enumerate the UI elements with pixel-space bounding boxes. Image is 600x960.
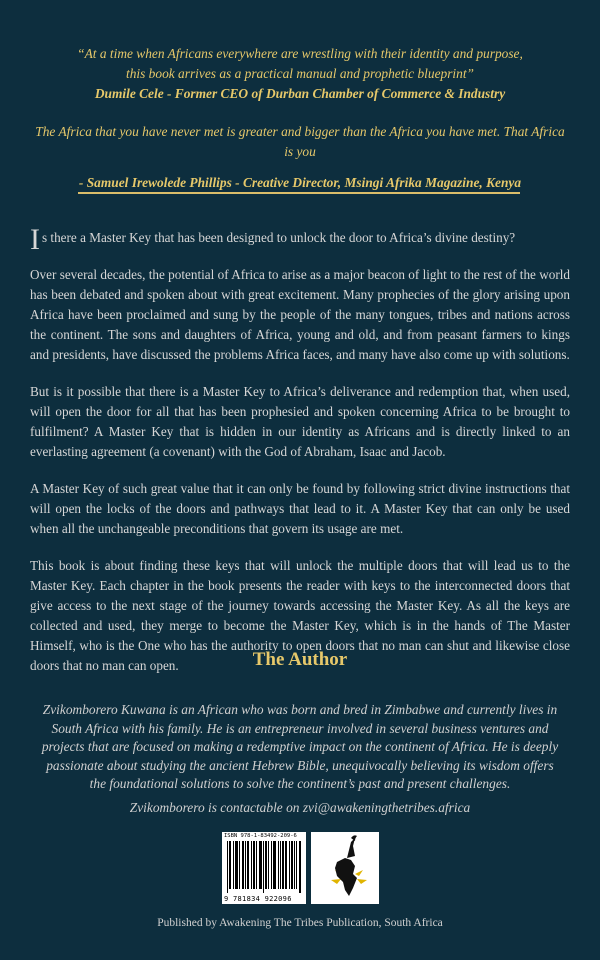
barcode-bar	[247, 841, 248, 889]
blurb-paragraph-4: A Master Key of such great value that it can only be found by following strict divine instructions that will open the locks of the doors and pathways that lead to it. A Master Key that can only be used when all the unchangeable preconditions that govern its usage are met.	[30, 481, 570, 536]
barcode-bar	[286, 841, 287, 889]
barcode-bar	[237, 841, 238, 889]
barcode-bar	[273, 841, 274, 889]
barcode-bar	[242, 841, 243, 889]
endorsement-2	[30, 122, 570, 193]
barcode-bar	[253, 841, 254, 889]
barcode-bar	[251, 841, 252, 889]
barcode-bar	[291, 841, 292, 889]
publisher-logo	[311, 832, 379, 904]
barcode-bar	[265, 841, 266, 889]
blurb-paragraph-1	[30, 223, 570, 256]
isbn-digits: 9 781834 922096	[224, 895, 292, 903]
barcode-bar	[285, 841, 286, 889]
barcode-bar	[292, 841, 293, 889]
endorsement-1	[30, 44, 570, 104]
barcode-bar	[259, 841, 260, 889]
barcode-bar	[230, 841, 231, 889]
barcode-bar	[260, 841, 261, 889]
blurb-paragraph-5: This book is about finding these keys that will unlock the multiple doors that will lead us to the Master Key. Each chapter in the book presents the reader with keys to the interconnected doors that give access to the next stage of the journey towards accessing the Master Key. As all the keys are collected and used, they merge to become the Master Key, which is in the hands of The Master Himself, who is the One who has the authority to open doors that no man can shut and likewise close doors that no man can open.	[30, 558, 570, 673]
barcode-bar	[245, 841, 246, 889]
barcode-bar	[300, 841, 301, 893]
barcode-bar	[261, 841, 262, 889]
barcode-bar	[263, 841, 264, 893]
barcode-bar	[227, 841, 228, 893]
barcode-bar	[248, 841, 249, 889]
divider-rule	[78, 192, 520, 194]
barcode-bar	[296, 841, 297, 889]
barcode-bar	[278, 841, 279, 889]
dropcap: I	[30, 223, 40, 256]
publisher-line: Published by Awakening The Tribes Publication, South Africa	[157, 917, 443, 929]
blurb-paragraph-3: But is it possible that there is a Master Key to Africa’s deliverance and redemption that, when used, will open the door for all that has been prophesied and spoken concerning Africa to be brought to fulfilment? A Master Key that is hidden in our identity as Africans and is directly linked to an everlasting agreement (a covenant) with the God of Abraham, Isaac and Jacob.	[30, 384, 570, 459]
endorsement-2-attribution: - Samuel Irewolede Phillips - Creative Director, Msingi Afrika Magazine, Kenya	[78, 175, 522, 190]
barcode-bar	[229, 841, 230, 889]
barcode-bar	[289, 841, 290, 889]
barcode-bar	[254, 841, 255, 889]
barcode-bar	[233, 841, 234, 889]
barcode-bar	[239, 841, 240, 889]
isbn-label: ISBN 978-1-83492-209-6	[224, 833, 297, 839]
barcode-bar	[275, 841, 276, 889]
barcode-bar	[283, 841, 284, 889]
africa-torch-logo-icon	[311, 832, 379, 904]
barcode-bar	[280, 841, 281, 889]
blurb-paragraph-2: Over several decades, the potential of Africa to arise as a major beacon of light to the rest of the world has been debated and spoken about with great excitement. Many prophecies of the glory arising upon Africa have been proclaimed and sung by the people of the many tongues, tribes and nations across the continent. The sons and daughters of Africa, young and old, and from peasant farmers to kings and presidents, have discussed the problems Africa faces, and many have also come up with solutions.	[30, 267, 570, 362]
barcode-bar	[271, 841, 272, 889]
barcode-bar	[243, 841, 244, 889]
barcode-bar	[268, 841, 269, 889]
endorsement-1-attribution: Dumile Cele - Former CEO of Durban Chamber of Commerce & Industry	[94, 86, 506, 101]
barcode-bar	[256, 841, 257, 889]
barcode-bar	[282, 841, 283, 889]
endorsement-1-quote-line2: this book arrives as a practical manual and prophetic blueprint”	[125, 66, 474, 81]
author-bio: Zvikomborero Kuwana is an African who was born and bred in Zimbabwe and currently lives in South Africa with his family. He is an entrepreneur involved in several business ventures and projects that are focused on making a redemptive impact on the continent of Africa. He is deeply passionate about studying the ancient Hebrew Bible, unequivocally believing its wisdom offers the foundational solutions to solve the continent’s past and present challenges.	[41, 702, 559, 791]
barcode-bar	[274, 841, 275, 889]
author-heading: The Author	[252, 649, 348, 670]
barcode	[222, 832, 306, 904]
blurb-paragraph-1-text: s there a Master Key that has been designed to unlock the door to Africa’s divine destiny?	[42, 230, 516, 245]
barcode-bar	[294, 841, 295, 889]
barcode-bar	[266, 841, 267, 889]
endorsement-2-quote: The Africa that you have never met is greater and bigger than the Africa you have met. That Africa is you	[35, 124, 565, 159]
barcode-bar	[236, 841, 237, 889]
author-contact: Zvikomborero is contactable on zvi@awakeningthetribes.africa	[129, 800, 471, 815]
barcode-bars	[227, 841, 301, 893]
barcode-bar	[299, 841, 300, 893]
barcode-bar	[235, 841, 236, 889]
endorsement-1-quote-line1: “At a time when Africans everywhere are wrestling with their identity and purpose,	[77, 46, 523, 61]
blurb-body	[30, 223, 570, 693]
